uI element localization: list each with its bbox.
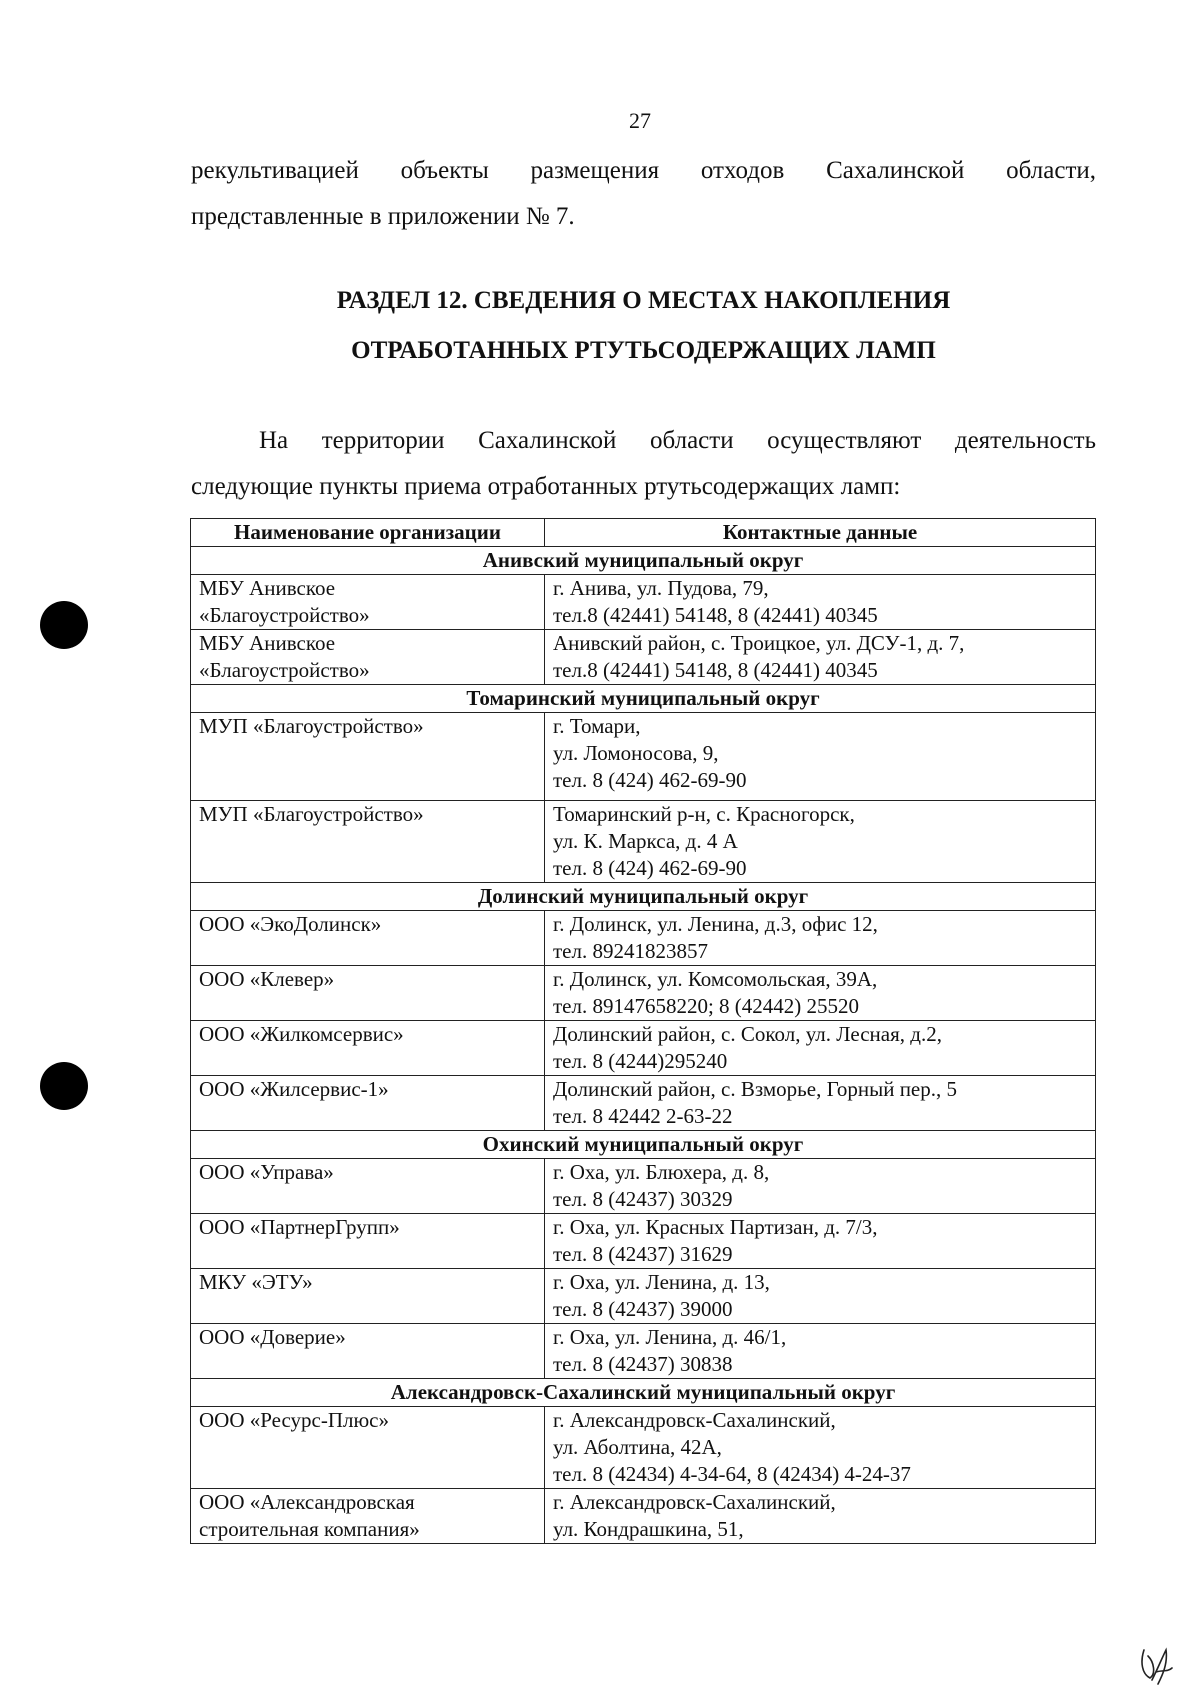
contacts-cell — [545, 1489, 1096, 1544]
table-row — [191, 911, 1096, 966]
contact-line: ул. Ломоносова, 9, — [553, 741, 719, 765]
contact-line: г. Оха, ул. Блюхера, д. 8, — [553, 1160, 770, 1184]
header-contacts: Контактные данные — [545, 519, 1096, 547]
contacts-cell — [545, 1076, 1096, 1131]
contact-line: тел. 8 (4244)295240 — [553, 1049, 728, 1073]
organization-line: МБУ Анивское — [199, 631, 336, 655]
contacts-cell — [545, 1324, 1096, 1379]
region-row — [191, 547, 1096, 575]
header-organization: Наименование организации — [191, 519, 545, 547]
contact-line: тел.8 (42441) 54148, 8 (42441) 40345 — [553, 658, 878, 682]
region-name: Анивский муниципальный округ — [191, 547, 1096, 575]
region-name: Александровск-Сахалинский муниципальный округ — [191, 1379, 1096, 1407]
lead-paragraph — [191, 418, 1096, 510]
contact-line: тел. 8 (42434) 4-34-64, 8 (42434) 4-24-37 — [553, 1462, 911, 1486]
contacts-cell — [545, 575, 1096, 630]
contact-line: г. Оха, ул. Ленина, д. 46/1, — [553, 1325, 787, 1349]
organization-cell — [191, 1269, 545, 1324]
organization-cell — [191, 575, 545, 630]
organization-cell — [191, 1076, 545, 1131]
organization-line: ООО «Ресурс-Плюс» — [199, 1408, 390, 1432]
contact-line: г. Долинск, ул. Ленина, д.3, офис 12, — [553, 912, 878, 936]
contact-line: Томаринский р-н, с. Красногорск, — [553, 802, 855, 826]
table-row — [191, 1489, 1096, 1544]
organization-line: МБУ Анивское — [199, 576, 336, 600]
contact-line: тел. 8 (42437) 39000 — [553, 1297, 733, 1321]
contact-line: Анивский район, с. Троицкое, ул. ДСУ-1, д. 7, — [553, 631, 965, 655]
contact-line: г. Александровск-Сахалинский, — [553, 1408, 836, 1432]
contact-line: тел. 8 42442 2-63-22 — [553, 1104, 733, 1128]
table-row — [191, 575, 1096, 630]
contact-line: тел. 89241823857 — [553, 939, 708, 963]
contacts-cell — [545, 1159, 1096, 1214]
organization-cell — [191, 966, 545, 1021]
organization-line: ООО «Александровская — [199, 1490, 415, 1514]
organization-cell — [191, 1021, 545, 1076]
contact-line: тел. 8 (42437) 30329 — [553, 1187, 733, 1211]
region-row — [191, 685, 1096, 713]
section-title-line-1: РАЗДЕЛ 12. СВЕДЕНИЯ О МЕСТАХ НАКОПЛЕНИЯ — [336, 287, 951, 314]
table-row — [191, 1269, 1096, 1324]
contacts-cell — [545, 1269, 1096, 1324]
contacts-cell — [545, 801, 1096, 883]
contact-line: г. Оха, ул. Красных Партизан, д. 7/3, — [553, 1215, 878, 1239]
contact-line: ул. Аболтина, 42А, — [553, 1435, 722, 1459]
contact-line: Долинский район, с. Взморье, Горный пер., 5 — [553, 1077, 958, 1101]
table-row — [191, 1214, 1096, 1269]
contact-line: г. Александровск-Сахалинский, — [553, 1490, 836, 1514]
organization-line: ООО «ЭкоДолинск» — [199, 912, 382, 936]
organization-cell — [191, 1489, 545, 1544]
contact-line: тел. 8 (424) 462-69-90 — [553, 768, 747, 792]
organization-cell — [191, 1324, 545, 1379]
organization-line: строительная компания» — [199, 1517, 420, 1541]
organization-cell — [191, 911, 545, 966]
region-name: Томаринский муниципальный округ — [191, 685, 1096, 713]
contact-line: г. Томари, — [553, 714, 641, 738]
table-row — [191, 801, 1096, 883]
contacts-cell — [545, 630, 1096, 685]
contact-line: ул. Кондрашкина, 51, — [553, 1517, 744, 1541]
section-title — [191, 276, 1096, 376]
contacts-cell — [545, 1407, 1096, 1489]
organization-line: «Благоустройство» — [199, 603, 370, 627]
table-row — [191, 1159, 1096, 1214]
section-title-line-2: ОТРАБОТАННЫХ РТУТЬСОДЕРЖАЩИХ ЛАМП — [351, 337, 936, 364]
organization-line: ООО «Жилкомсервис» — [199, 1022, 404, 1046]
organization-line: «Благоустройство» — [199, 658, 370, 682]
organization-cell — [191, 801, 545, 883]
table-body — [191, 547, 1096, 1544]
collection-points-table — [190, 518, 1096, 1544]
intro-paragraph — [191, 148, 1096, 240]
contacts-cell — [545, 713, 1096, 801]
contacts-cell — [545, 966, 1096, 1021]
cell-spacer — [553, 794, 1087, 800]
contact-line: тел. 8 (424) 462-69-90 — [553, 856, 747, 880]
organization-line: ООО «Жилсервис-1» — [199, 1077, 389, 1101]
region-row — [191, 883, 1096, 911]
lead-line-1: На территории Сахалинской области осуществляют деятельность — [259, 427, 1096, 454]
intro-line-1: рекультивацией объекты размещения отходов Сахалинской области, — [191, 157, 1096, 184]
organization-cell — [191, 630, 545, 685]
table-row — [191, 1021, 1096, 1076]
organization-cell — [191, 1214, 545, 1269]
contact-line: тел. 89147658220; 8 (42442) 25520 — [553, 994, 860, 1018]
organization-line: МУП «Благоустройство» — [199, 802, 424, 826]
lead-line-2: следующие пункты приема отработанных ртутьсодержащих ламп: — [191, 473, 901, 500]
table-header-row — [191, 519, 1096, 547]
contacts-cell — [545, 1214, 1096, 1269]
contacts-cell — [545, 1021, 1096, 1076]
table-row — [191, 630, 1096, 685]
organization-line: ООО «Управа» — [199, 1160, 334, 1184]
page-number: 27 — [629, 108, 651, 133]
organization-cell — [191, 713, 545, 801]
table-row — [191, 1407, 1096, 1489]
punch-hole-top — [40, 601, 88, 649]
organization-line: ООО «Клевер» — [199, 967, 335, 991]
organization-line: МУП «Благоустройство» — [199, 714, 424, 738]
intro-line-2: представленные в приложении № 7. — [191, 203, 575, 230]
contact-line: ул. К. Маркса, д. 4 А — [553, 829, 738, 853]
region-row — [191, 1379, 1096, 1407]
contact-line: тел. 8 (42437) 31629 — [553, 1242, 733, 1266]
organization-line: ООО «Доверие» — [199, 1325, 346, 1349]
region-row — [191, 1131, 1096, 1159]
contact-line: г. Долинск, ул. Комсомольская, 39А, — [553, 967, 878, 991]
organization-line: МКУ «ЭТУ» — [199, 1270, 313, 1294]
table-row — [191, 1076, 1096, 1131]
table-row — [191, 966, 1096, 1021]
punch-hole-bottom — [40, 1062, 88, 1110]
contact-line: г. Анива, ул. Пудова, 79, — [553, 576, 769, 600]
contact-line: Долинский район, с. Сокол, ул. Лесная, д.2, — [553, 1022, 942, 1046]
handwritten-initials — [1136, 1644, 1176, 1688]
contact-line: тел. 8 (42437) 30838 — [553, 1352, 733, 1376]
organization-cell — [191, 1159, 545, 1214]
contacts-cell — [545, 911, 1096, 966]
table-row — [191, 1324, 1096, 1379]
region-name: Охинский муниципальный округ — [191, 1131, 1096, 1159]
table-row — [191, 713, 1096, 801]
organization-cell — [191, 1407, 545, 1489]
organization-line: ООО «ПартнерГрупп» — [199, 1215, 400, 1239]
region-name: Долинский муниципальный округ — [191, 883, 1096, 911]
contact-line: г. Оха, ул. Ленина, д. 13, — [553, 1270, 770, 1294]
contact-line: тел.8 (42441) 54148, 8 (42441) 40345 — [553, 603, 878, 627]
